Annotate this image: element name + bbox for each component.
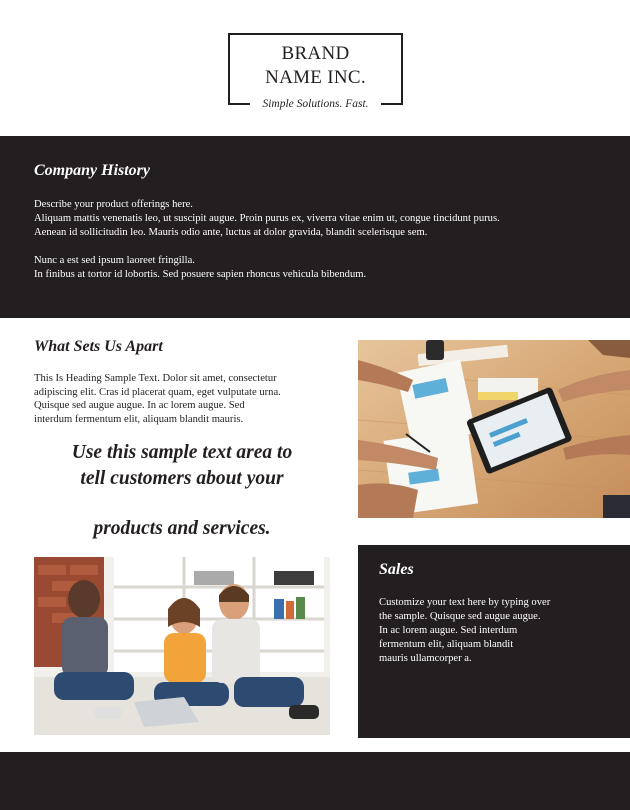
- sales-line: In ac lorem augue. Sed interdum: [379, 625, 518, 636]
- meeting-photo: [358, 340, 630, 518]
- brand-name-line1: BRAND: [281, 43, 350, 64]
- what-sets-us-apart-title: What Sets Us Apart: [34, 338, 163, 355]
- sales-body: [379, 596, 619, 666]
- history-line: Describe your product offerings here.: [34, 199, 193, 210]
- sales-line: Customize your text here by typing over: [379, 597, 551, 608]
- sales-title: Sales: [379, 561, 414, 578]
- what-sets-us-apart-body: [34, 372, 334, 426]
- pull-quote: [34, 440, 330, 542]
- apart-line: Quisque sed augue augue. In ac lorem augue. Sed: [34, 400, 245, 411]
- history-line: Aenean id sollicitudin leo. Mauris odio ante, luctus at dolor gravida, blandit scelerisque sem.: [34, 227, 428, 238]
- sales-line: fermentum elit, aliquam blandit: [379, 639, 514, 650]
- history-line: Nunc a est sed ipsum laoreet fringilla.: [34, 255, 195, 266]
- sales-section: [358, 545, 630, 738]
- team-photo: [34, 557, 330, 735]
- pull-quote-line2: tell customers about your: [80, 468, 284, 489]
- apart-line: interdum fermentum elit, aliquam blandit mauris.: [34, 413, 244, 425]
- footer-band: [0, 752, 630, 810]
- company-history-body: [34, 198, 614, 282]
- pull-quote-line1: Use this sample text area to: [71, 442, 293, 463]
- apart-line: adipiscing elit. Cras id placerat quam, eget vulputate urna.: [34, 386, 281, 398]
- pull-quote-line3: products and services.: [93, 518, 271, 539]
- company-history-section: [0, 136, 630, 318]
- brand-tagline: Simple Solutions. Fast.: [262, 98, 369, 110]
- history-line: In finibus at tortor id lobortis. Sed posuere sapien rhoncus vehicula bibendum.: [34, 269, 367, 280]
- sales-line: mauris ullamcorper a.: [379, 653, 472, 664]
- apart-line: This Is Heading Sample Text. Dolor sit amet, consectetur: [34, 373, 277, 384]
- brand-logo: [228, 33, 403, 110]
- brand-name-line2: NAME INC.: [265, 67, 366, 88]
- meeting-photo-illustration: [358, 340, 630, 518]
- history-line: Aliquam mattis venenatis leo, ut suscipit augue. Proin purus ex, viverra vitae enim ut, congue tincidunt purus.: [34, 213, 500, 224]
- team-photo-illustration: [34, 557, 330, 735]
- brand-name: [230, 42, 401, 90]
- company-history-title: Company History: [34, 162, 151, 179]
- sales-line: the sample. Quisque sed augue augue.: [379, 611, 541, 622]
